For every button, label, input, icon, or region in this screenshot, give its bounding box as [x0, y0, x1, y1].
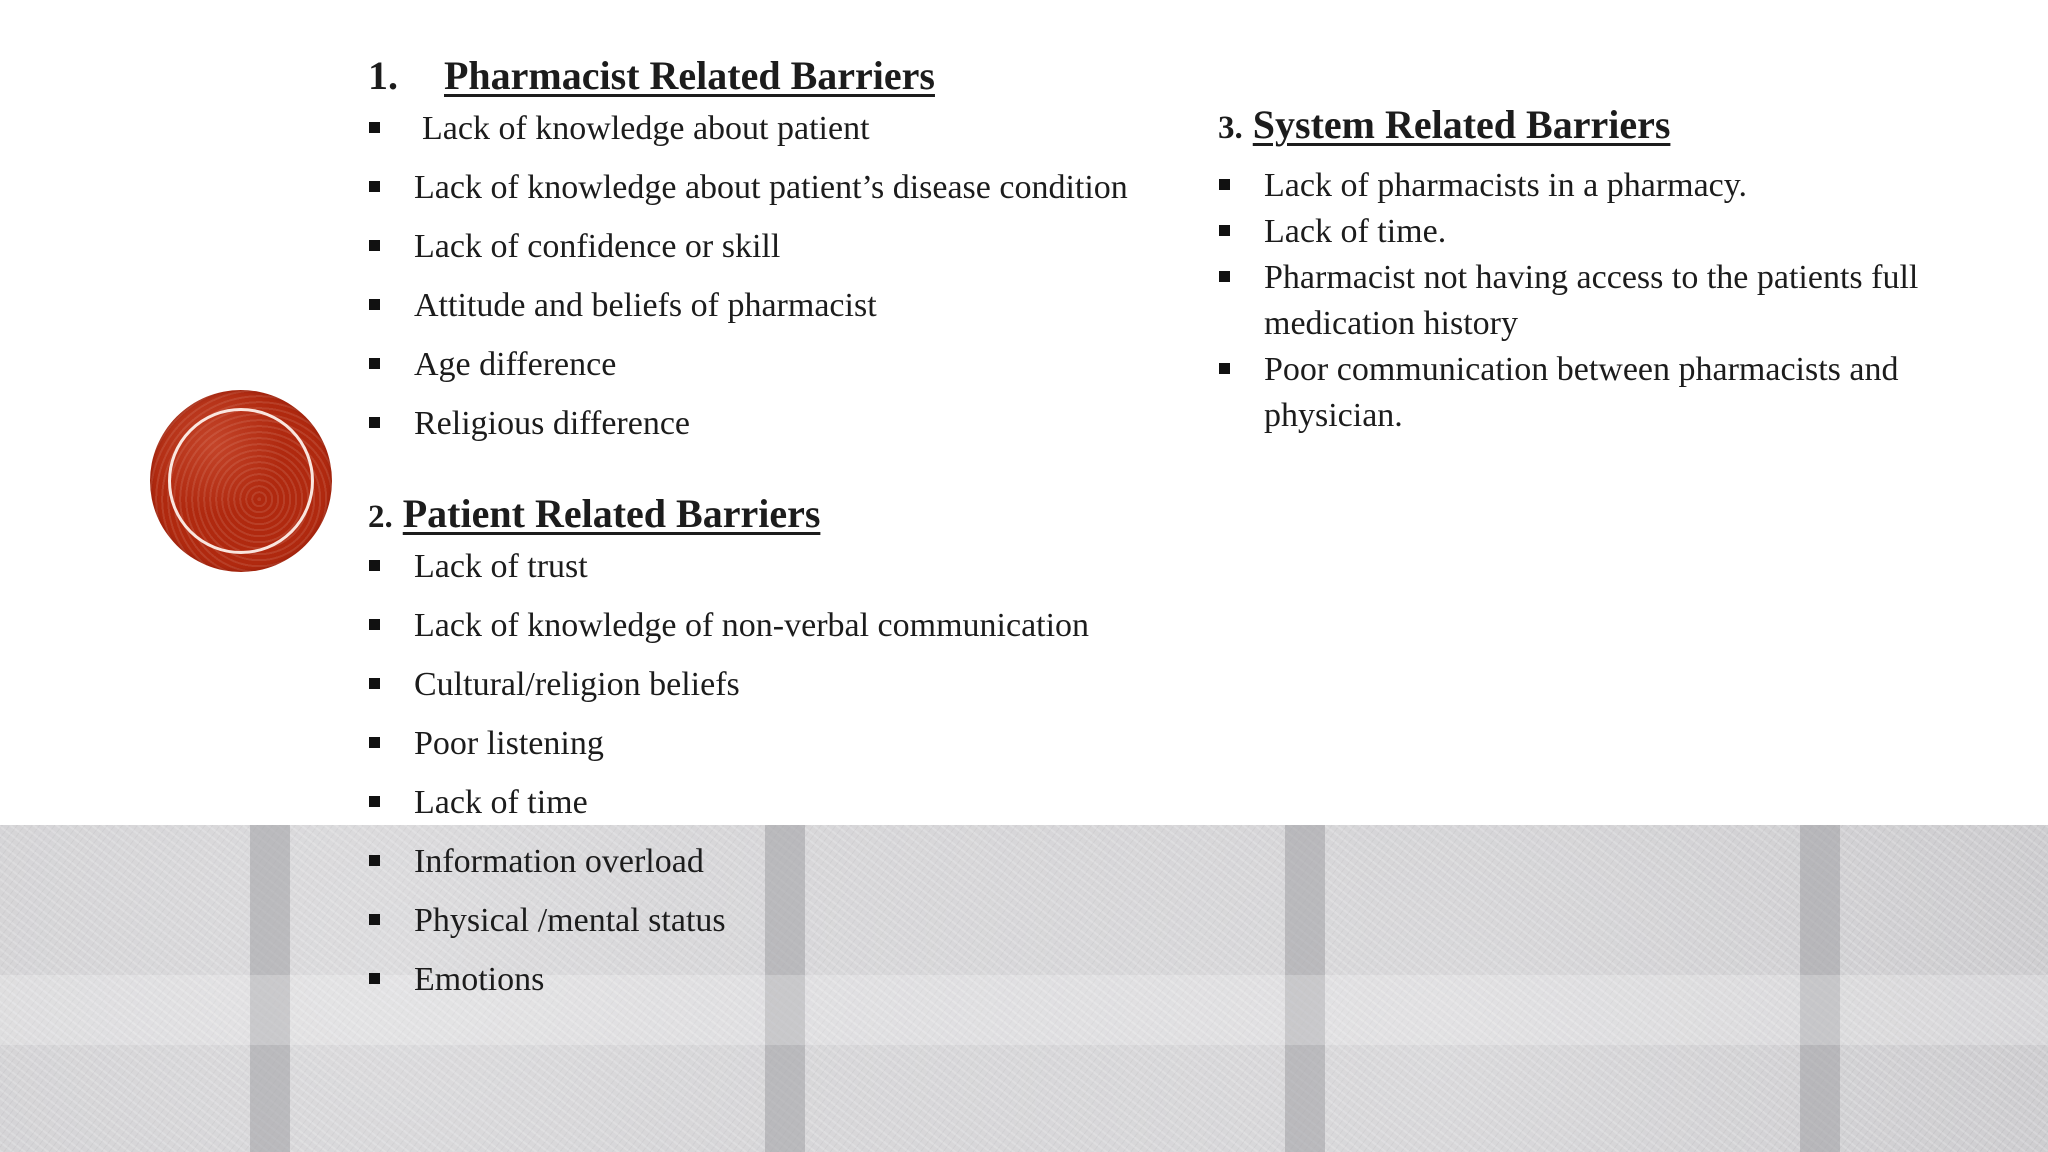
list-item [368, 106, 1188, 152]
list-item [368, 957, 1188, 1003]
square-bullet-icon [369, 299, 380, 310]
list-item-text: Cultural/religion beliefs [414, 666, 740, 703]
list-item [1218, 347, 2018, 439]
list-item-text: Lack of trust [414, 548, 588, 585]
list-item-text: Religious difference [414, 405, 691, 442]
section-heading-patient [368, 484, 1188, 544]
list-item-text: Lack of time [414, 784, 588, 821]
list-item [368, 839, 1188, 885]
list-item [368, 898, 1188, 944]
square-bullet-icon [369, 122, 380, 133]
list-item [368, 224, 1188, 270]
list-item [368, 780, 1188, 826]
list-item-text: Information overload [414, 843, 704, 880]
list-item-text: Lack of confidence or skill [414, 228, 781, 265]
square-bullet-icon [369, 619, 380, 630]
square-bullet-icon [369, 240, 380, 251]
section-title: System Related Barriers [1252, 102, 1671, 147]
square-bullet-icon [369, 181, 380, 192]
list-item [368, 283, 1188, 329]
square-bullet-icon [369, 358, 380, 369]
square-bullet-icon [1219, 271, 1230, 282]
square-bullet-icon [1219, 179, 1230, 190]
square-bullet-icon [369, 973, 380, 984]
square-bullet-icon [369, 417, 380, 428]
white-ring-icon [168, 408, 314, 554]
section-number: 3. [1218, 110, 1243, 146]
list-item [368, 401, 1188, 447]
square-bullet-icon [1219, 363, 1230, 374]
square-bullet-icon [1219, 225, 1230, 236]
list-item [1218, 255, 2018, 347]
list-item [368, 544, 1188, 590]
list-item [368, 721, 1188, 767]
list-item [368, 662, 1188, 708]
square-bullet-icon [369, 855, 380, 866]
patient-barriers-list [368, 544, 1188, 1003]
list-item-text: Physical /mental status [414, 902, 726, 939]
list-item [368, 342, 1188, 388]
section-title: Patient Related Barriers [402, 491, 821, 536]
list-item [368, 603, 1188, 649]
list-item-text: Lack of knowledge about patient [422, 110, 870, 147]
section-number: 2. [368, 499, 393, 535]
list-item [1218, 163, 2018, 209]
left-column [368, 46, 1188, 1016]
square-bullet-icon [369, 914, 380, 925]
list-item [368, 165, 1188, 211]
list-item-text: Lack of pharmacists in a pharmacy. [1264, 167, 1748, 204]
square-bullet-icon [369, 737, 380, 748]
list-item-text: Poor communication between pharmacists and physician. [1264, 351, 1899, 434]
section-number: 1. [368, 53, 398, 98]
list-item-text: Attitude and beliefs of pharmacist [414, 287, 877, 324]
square-bullet-icon [369, 796, 380, 807]
section-heading-system [1218, 95, 2018, 155]
list-item-text: Poor listening [414, 725, 604, 762]
system-barriers-list [1218, 163, 2018, 439]
list-item-text: Pharmacist not having access to the patients full medication history [1264, 259, 1919, 342]
red-circle-icon [150, 390, 332, 572]
square-bullet-icon [369, 560, 380, 571]
list-item-text: Lack of knowledge about patient’s disease condition [414, 169, 1128, 206]
list-item-text: Emotions [414, 961, 545, 998]
pharmacist-barriers-list [368, 106, 1188, 447]
list-item-text: Age difference [414, 346, 617, 383]
list-item-text: Lack of knowledge of non-verbal communication [414, 607, 1090, 644]
square-bullet-icon [369, 678, 380, 689]
list-item-text: Lack of time. [1264, 213, 1447, 250]
right-column [1218, 95, 2018, 439]
section-heading-pharmacist [368, 46, 1188, 106]
list-item [1218, 209, 2018, 255]
section-title: Pharmacist Related Barriers [444, 53, 935, 98]
